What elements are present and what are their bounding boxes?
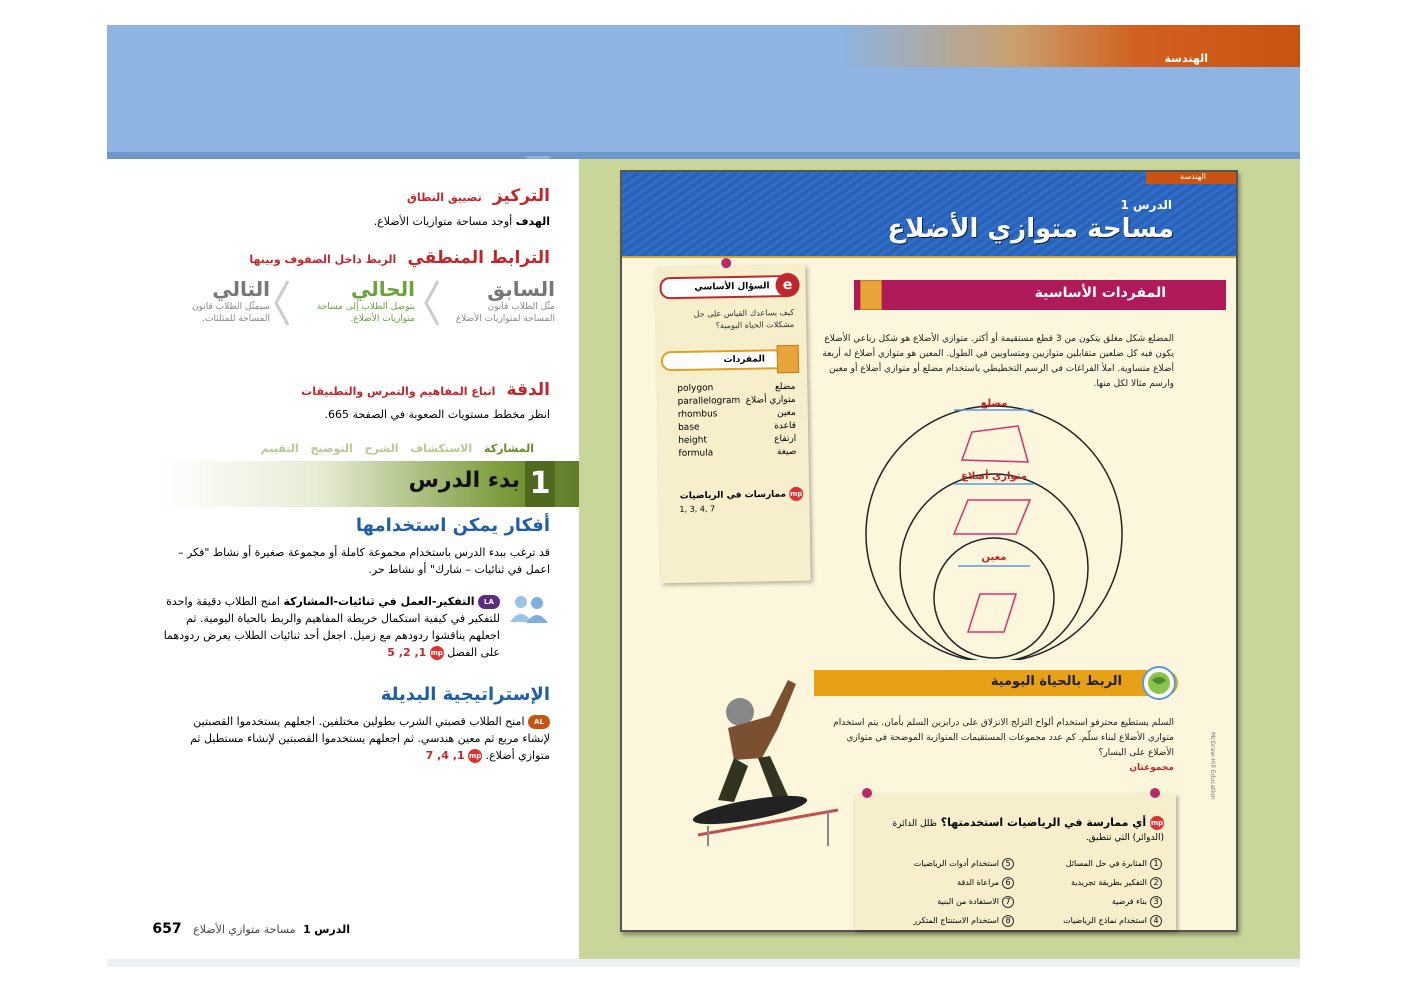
vocab-ar: متوازي أضلاع xyxy=(745,394,796,406)
practice-row xyxy=(667,487,803,503)
globe-icon xyxy=(1142,666,1176,700)
top-banner xyxy=(107,25,1300,159)
mp-option-label: مراعاة الدقة xyxy=(957,878,999,887)
level-badge: LA xyxy=(478,595,500,609)
venn-label-middle: متوازي أضلاع xyxy=(961,471,1027,482)
essential-question-icon: e xyxy=(775,273,799,297)
key-vocab-heading: المفردات الأساسية xyxy=(1034,285,1166,301)
step-engage[interactable]: المشاركة xyxy=(484,442,534,455)
lesson-title: مساحة متوازي الأضلاع xyxy=(887,214,1174,244)
rigor-section xyxy=(250,380,550,400)
students-icon xyxy=(507,592,551,624)
think-text: امنح الطلاب دقيقة واحدة للتفكير في كيفية استكمال خريطة المفاهيم والربط بالحياة اليومية. ثم اجعلهم يناقشوا ردودهم مع زميل. اجعل أحد ثنائيات الطلاب يعرض ردودهما على الفصل xyxy=(163,595,500,659)
col-text: سيمثّل الطلاب قانون المساحة للمثلثات. xyxy=(192,302,270,324)
mp-option[interactable]: 6مراعاة الدقة xyxy=(864,873,1014,892)
mp-option-label: بناء فرضية xyxy=(1111,897,1147,906)
chevron-left-icon xyxy=(422,279,442,327)
practice-label: ممارسات في الرياضيات xyxy=(679,489,787,502)
ideas-heading: أفكار يمكن استخدامها xyxy=(355,515,550,536)
page-footer xyxy=(140,921,350,937)
banner-gradient xyxy=(840,25,1300,67)
header-subject: الهندسة xyxy=(1180,172,1206,181)
side-credit xyxy=(1204,732,1218,922)
mp-icon: mp xyxy=(1150,816,1164,830)
mp-question xyxy=(864,816,1164,843)
focus-heading: التركيز xyxy=(492,186,550,206)
mp-option[interactable]: 3بناء فرضية xyxy=(1022,892,1162,911)
mp-option[interactable]: 5استخدام أدوات الرياضيات xyxy=(864,854,1014,873)
footer-lesson-num: 1 xyxy=(303,923,311,936)
mp-option[interactable]: 1المثابرة في حل المسائل xyxy=(1022,854,1162,873)
col-title: التالي xyxy=(212,277,270,301)
vocab-item xyxy=(678,434,796,446)
mp-options-left xyxy=(864,854,1014,930)
mp-option-label: المثابرة في حل المسائل xyxy=(1065,859,1147,868)
launch-title: بدء الدرس xyxy=(408,468,520,493)
pin-icon xyxy=(862,788,872,798)
chevron-left-icon xyxy=(272,279,292,327)
focus-section xyxy=(300,186,550,206)
mp-icon: mp xyxy=(789,487,803,501)
vocab-en: formula xyxy=(678,448,714,459)
key-vocab-text: المضلع شكل مغلق يتكون من 3 قطع مستقيمة أو أكثر. متوازي الأضلاع هو شكل رباعي الأضلاع يكون فيه كل ضلعين متقابلين متوازيين ومتساويين في الطول. المعين هو متوازي أضلاع له أربعة أضلاع متساوية. املأ الفراغات في الرسم التخطيطي باستخدام مضلع أو متوازي أضلاع أو معين وارسم مثالا لكل منها. xyxy=(822,334,1174,389)
launch-number: 1 xyxy=(525,461,555,507)
page-bottom-strip xyxy=(107,959,1300,967)
think-heading: التفكير-العمل في ثنائيات-المشاركة xyxy=(283,595,475,608)
venn-diagram xyxy=(858,398,1130,660)
vocab-tab xyxy=(661,349,789,371)
mp-icon: mp xyxy=(468,749,482,763)
vocab-item xyxy=(678,408,796,420)
ideas-text: قد ترغب ببدء الدرس باستخدام مجموعة كاملة أو مجموعة صغيرة أو نشاط "فكر – اعمل في ثنائيات – شارك" أو نشاط حر. xyxy=(177,546,550,576)
page-number: 657 xyxy=(152,921,182,937)
vocab-item xyxy=(677,382,795,394)
mp-option[interactable]: 4استخدام نماذج الرياضيات xyxy=(1022,911,1162,930)
vocab-en: parallelogram xyxy=(677,395,741,407)
mp-option-label: استخدام أدوات الرياضيات xyxy=(913,859,999,868)
essential-q-label: السؤال الأساسي xyxy=(694,281,770,293)
goal-text: أوجد مساحة متوازيات الأضلاع. xyxy=(373,215,513,228)
real-world-text: السلم يستطيع محترفو استخدام ألواح التزلج الانزلاق على درابزين السلم بأمان. يتم استخدام متوازي الأضلاع لبناء سلّم. كم عدد مجموعات المستقيمات المتوازية الموضحة في متوازي الأضلاع على اليسار؟ xyxy=(833,718,1174,758)
alt-block xyxy=(165,713,550,764)
pin-icon xyxy=(721,258,731,268)
focus-sub: تضييق النطاق xyxy=(407,191,482,204)
vocab-item xyxy=(678,447,796,459)
alt-refs: 1, 4, 7 xyxy=(425,749,465,762)
vocab-ar: ارتفاع xyxy=(774,433,797,445)
mp-option-label: استخدام الاستنتاج المتكرر xyxy=(913,916,999,925)
step-evaluate[interactable]: التقييم xyxy=(260,442,299,455)
math-practice-note xyxy=(854,794,1176,930)
col-title: الحالي xyxy=(350,277,415,301)
vocab-list xyxy=(677,379,796,462)
vocab-en: base xyxy=(677,422,700,433)
col-title: السابق xyxy=(487,277,555,301)
mp-option-label: استخدام نماذج الرياضيات xyxy=(1063,916,1147,925)
subject-label: الهندسة xyxy=(1164,52,1208,65)
vocab-ar: قاعدة xyxy=(774,420,797,432)
mp-icon: mp xyxy=(430,646,444,660)
coherence-section xyxy=(220,248,550,268)
key-vocab-banner xyxy=(854,280,1226,310)
essential-q-text: كيف يساعدك القياس على حل مشكلات الحياة اليومية؟ xyxy=(693,307,795,331)
credit-text: McGraw-Hill Education xyxy=(1209,732,1216,800)
mp-option[interactable]: 7الاستفادة من البنية xyxy=(864,892,1014,911)
think-pair-block xyxy=(152,593,500,661)
student-textbook-page xyxy=(620,170,1238,932)
vocab-label: المفردات xyxy=(723,354,765,366)
vocab-item xyxy=(678,395,796,407)
vocab-ar: مضلع xyxy=(774,381,796,393)
mp-sub: ظلل الدائرة (الدوائر) التي تنطبق. xyxy=(892,819,1164,843)
mp-heading: أي ممارسة في الرياضيات استخدمتها؟ xyxy=(940,816,1147,829)
coherence-col-previous xyxy=(455,277,555,325)
vocab-ar: صيغة xyxy=(776,446,797,458)
vocab-item xyxy=(678,421,796,433)
real-world-answer: مجموعتان xyxy=(1129,763,1174,773)
vocab-book-icon xyxy=(777,345,799,373)
vocab-en: height xyxy=(678,435,708,446)
mp-option[interactable]: 2التفكير بطريقة تجريدية xyxy=(1022,873,1162,892)
rigor-text: انظر مخطط مستويات الصعوبة في الصفحة 665. xyxy=(324,408,550,421)
vocab-ar: معين xyxy=(776,407,796,419)
real-world-heading: الربط بالحياة اليومية xyxy=(990,674,1122,689)
lesson-header xyxy=(622,172,1236,258)
goal-label: الهدف xyxy=(515,215,550,228)
footer-lesson-title: مساحة متوازي الأضلاع xyxy=(193,923,296,936)
alt-text: امنح الطلاب قصبتي الشرب بطولين مختلفين. اجعلهم يستخدموا القصبتين لإنشاء مربع ثم معين هندسي. ثم اجعلهم يستخدموا القصبتين لإنشاء مستطيل ثم متوازي أضلاع. xyxy=(190,715,550,762)
header-tab xyxy=(1146,172,1236,184)
pin-icon xyxy=(1150,788,1160,798)
practice-refs: 1, 3, 4, 7 xyxy=(679,504,716,514)
banner-shadow xyxy=(107,152,1300,159)
focus-goal xyxy=(250,215,550,228)
level-badge: AL xyxy=(528,715,550,729)
step-explore[interactable]: الاستكشاف xyxy=(410,442,473,455)
sticky-note xyxy=(655,265,810,584)
col-text: يتوصل الطلاب إلى مساحة متوازيات الأضلاع. xyxy=(316,302,415,324)
mp-option-label: الاستفادة من البنية xyxy=(937,897,999,906)
coherence-col-next xyxy=(170,277,270,325)
step-explain[interactable]: الشرح xyxy=(364,442,399,455)
coherence-sub: الربط داخل الصفوف وبينها xyxy=(249,253,397,266)
coherence-columns xyxy=(160,277,555,352)
venn-label-outer: مضلع xyxy=(980,398,1008,409)
lesson-label: الدرس 1 xyxy=(1120,198,1172,212)
col-text: مثّل الطلاب قانون المساحة لمتوازيات الأضلاع xyxy=(455,302,555,324)
footer-lesson-label: الدرس xyxy=(314,923,350,936)
vocab-book-icon xyxy=(860,280,882,310)
rigor-heading: الدقة xyxy=(506,380,550,400)
mp-option-label: التفكير بطريقة تجريدية xyxy=(1071,878,1147,887)
alt-heading: الإستراتيجية البديلة xyxy=(380,684,550,705)
coherence-heading: الترابط المنطقي xyxy=(407,248,550,268)
lesson-steps xyxy=(260,442,534,455)
coherence-col-current xyxy=(295,277,415,325)
mp-option[interactable]: 8استخدام الاستنتاج المتكرر xyxy=(864,911,1014,930)
mp-options-right xyxy=(1022,854,1162,930)
rigor-sub: اتباع المفاهيم والتمرس والتطبيقات xyxy=(301,385,496,398)
think-refs: 1, 2, 5 xyxy=(387,646,427,659)
venn-label-inner: معين xyxy=(981,552,1007,563)
vocab-en: polygon xyxy=(677,383,714,394)
real-world-banner xyxy=(814,670,1178,696)
vocab-en: rhombus xyxy=(677,409,718,420)
step-elaborate[interactable]: التوضيح xyxy=(310,442,353,455)
